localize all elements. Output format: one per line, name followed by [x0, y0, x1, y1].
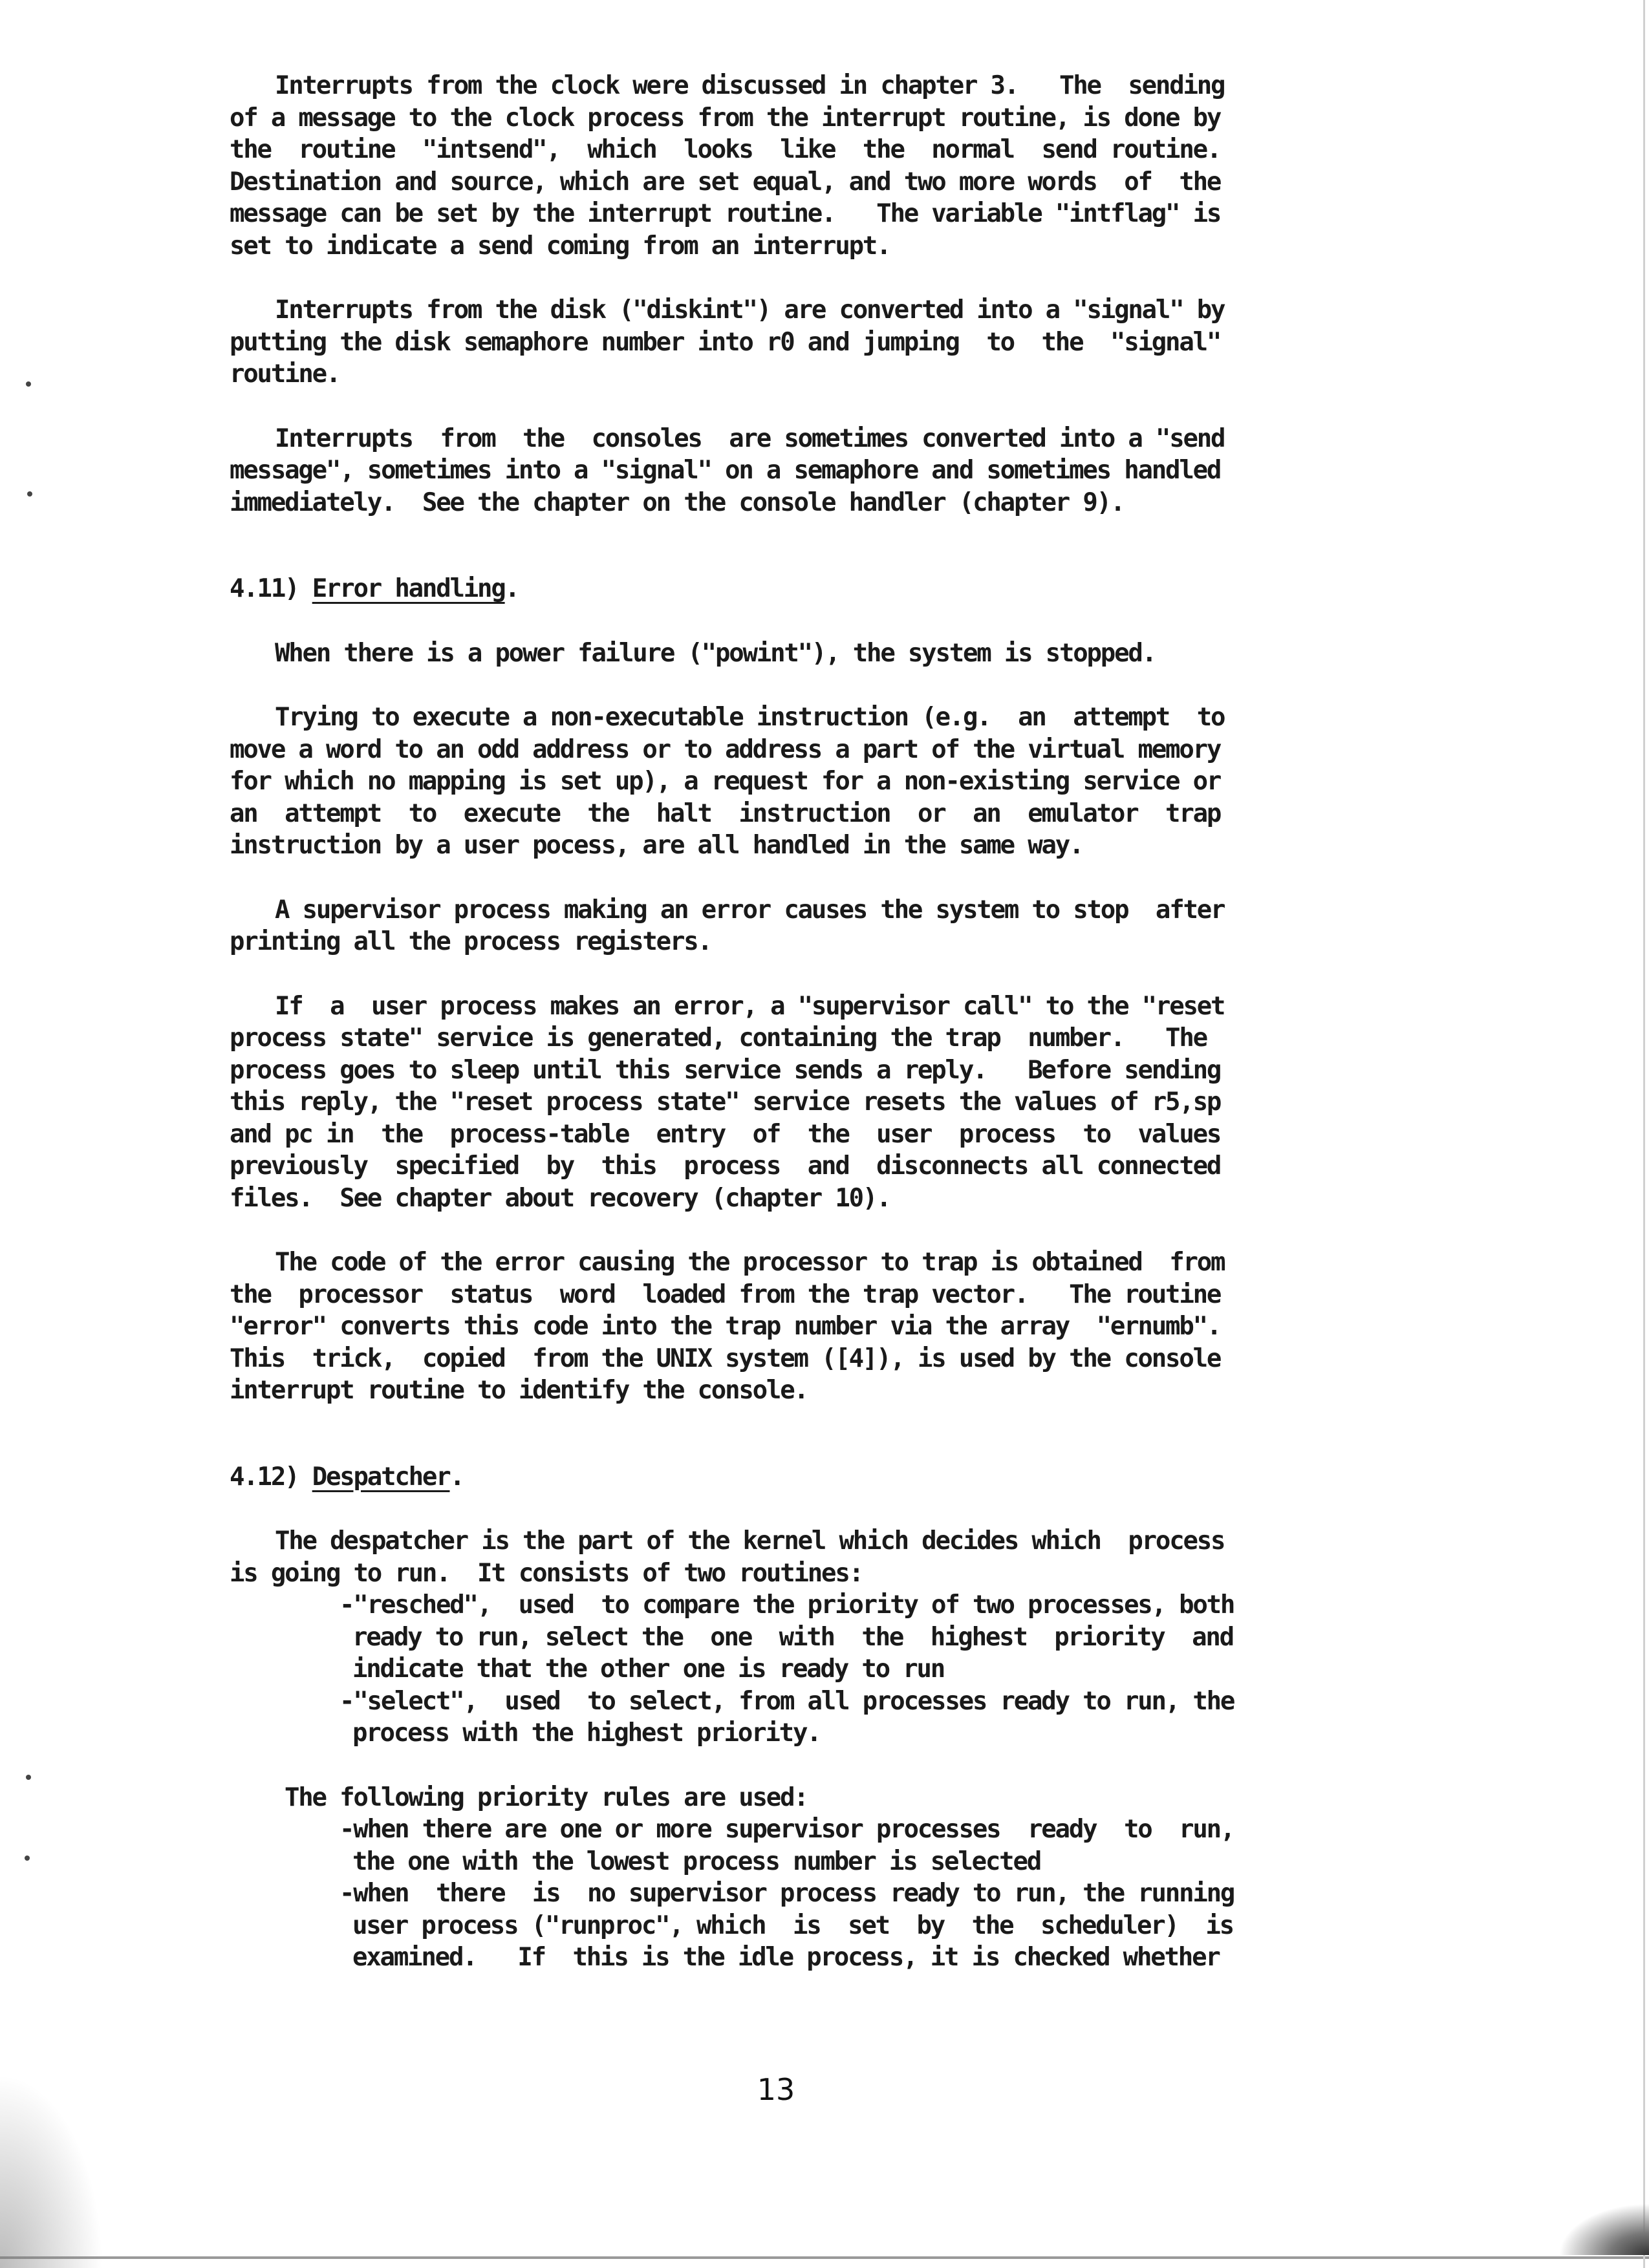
scan-left-smudge	[0, 2074, 103, 2268]
section-title-suffix: .	[504, 574, 519, 603]
section-heading	[230, 573, 1400, 605]
text-line: indicate that the other one is ready to run	[352, 1654, 945, 1684]
section-title-suffix: .	[449, 1462, 464, 1492]
scan-corner-smudge	[1558, 2203, 1649, 2255]
text-line: A supervisor process making an error causes the system to stop after	[275, 895, 1225, 925]
section-title: Error handling	[312, 574, 505, 603]
text-line: process goes to sleep until this service sends a reply. Before sending	[230, 1055, 1221, 1085]
section-heading	[230, 1461, 1400, 1493]
section-number: 4.11)	[230, 574, 299, 603]
text-line: This trick, copied from the UNIX system ([4]), is used by the console	[230, 1343, 1221, 1373]
paragraph	[230, 701, 1400, 862]
paragraph	[230, 990, 1400, 1215]
text-line: -"resched", used to compare the priority of two processes, both	[339, 1590, 1234, 1620]
text-line: examined. If this is the idle process, it is checked whether	[352, 1943, 1220, 1972]
paragraph	[230, 637, 1400, 670]
text-line: instruction by a user pocess, are all handled in the same way.	[230, 831, 1083, 860]
text-line: files. See chapter about recovery (chapter 10).	[230, 1183, 890, 1213]
text-line: When there is a power failure ("powint"), the system is stopped.	[275, 638, 1156, 668]
text-line: The following priority rules are used:	[285, 1782, 808, 1812]
document-page	[230, 70, 1400, 2006]
list-intro	[230, 1782, 1400, 1814]
text-line: putting the disk semaphore number into r0 and jumping to the "signal"	[230, 327, 1221, 357]
paragraph	[230, 1246, 1400, 1407]
text-line: printing all the process registers.	[230, 927, 711, 956]
text-line: message", sometimes into a "signal" on a semaphore and sometimes handled	[230, 456, 1221, 485]
scan-edge-bottom	[0, 2256, 1649, 2259]
scan-speck	[26, 381, 31, 387]
scan-speck	[25, 1856, 30, 1861]
text-line: Trying to execute a non-executable instruction (e.g. an attempt to	[275, 703, 1225, 732]
text-line: the routine "intsend", which looks like the normal send routine.	[230, 135, 1221, 164]
text-line: Interrupts from the disk ("diskint") are converted into a "signal" by	[275, 295, 1225, 325]
bullet-list	[230, 1589, 1400, 1749]
scan-edge-right	[1643, 0, 1645, 2268]
text-line: user process ("runproc", which is set by the scheduler) is	[352, 1910, 1233, 1940]
text-line: set to indicate a send coming from an interrupt.	[230, 231, 890, 261]
text-line: immediately. See the chapter on the console handler (chapter 9).	[230, 487, 1125, 517]
scan-speck	[27, 491, 32, 497]
page-number: 13	[757, 2072, 795, 2107]
text-line: If a user process makes an error, a "supervisor call" to the "reset	[275, 991, 1225, 1021]
text-line: of a message to the clock process from the interrupt routine, is done by	[230, 103, 1221, 133]
text-line: an attempt to execute the halt instruction or an emulator trap	[230, 798, 1221, 828]
section-title: Despatcher	[312, 1462, 450, 1492]
text-line: Interrupts from the consoles are sometimes converted into a "send	[275, 423, 1225, 453]
text-line: message can be set by the interrupt routine. The variable "intflag" is	[230, 199, 1221, 228]
text-line: the processor status word loaded from the trap vector. The routine	[230, 1279, 1221, 1309]
bullet-item	[230, 1813, 1400, 1878]
text-line: The code of the error causing the processor to trap is obtained from	[275, 1248, 1225, 1277]
paragraph	[230, 1525, 1400, 1589]
text-line: previously specified by this process and disconnects all connected	[230, 1151, 1221, 1181]
bullet-item	[230, 1878, 1400, 1974]
bullet-list	[230, 1813, 1400, 1974]
text-line: the one with the lowest process number is selected	[352, 1846, 1040, 1876]
text-line: ready to run, select the one with the highest priority and	[352, 1622, 1233, 1652]
text-line: routine.	[230, 359, 340, 389]
section-number: 4.12)	[230, 1462, 299, 1492]
bullet-item	[230, 1685, 1400, 1749]
bullet-item	[230, 1589, 1400, 1685]
paragraph	[230, 294, 1400, 390]
text-line: Interrupts from the clock were discussed in chapter 3. The sending	[275, 71, 1225, 100]
text-line: move a word to an odd address or to address a part of the virtual memory	[230, 734, 1221, 764]
text-line: Destination and source, which are set equal, and two more words of the	[230, 167, 1221, 197]
text-line: "error" converts this code into the trap number via the array "ernumb".	[230, 1312, 1221, 1341]
scan-speck	[26, 1775, 31, 1780]
text-line: for which no mapping is set up), a request for a non-existing service or	[230, 767, 1221, 796]
text-line: interrupt routine to identify the console.	[230, 1376, 808, 1405]
text-line: is going to run. It consists of two routines:	[230, 1558, 863, 1588]
paragraph	[230, 423, 1400, 519]
text-line: process state" service is generated, containing the trap number. The	[230, 1023, 1207, 1053]
paragraph	[230, 894, 1400, 958]
text-line: -"select", used to select, from all processes ready to run, the	[339, 1686, 1234, 1716]
text-line: this reply, the "reset process state" service resets the values of r5,sp	[230, 1087, 1221, 1117]
text-line: and pc in the process-table entry of the user process to values	[230, 1119, 1221, 1149]
text-line: process with the highest priority.	[352, 1718, 821, 1748]
paragraph	[230, 70, 1400, 262]
text-line: -when there is no supervisor process ready to run, the running	[339, 1879, 1234, 1908]
text-line: -when there are one or more supervisor processes ready to run,	[339, 1815, 1234, 1844]
text-line: The despatcher is the part of the kernel which decides which process	[275, 1526, 1225, 1556]
